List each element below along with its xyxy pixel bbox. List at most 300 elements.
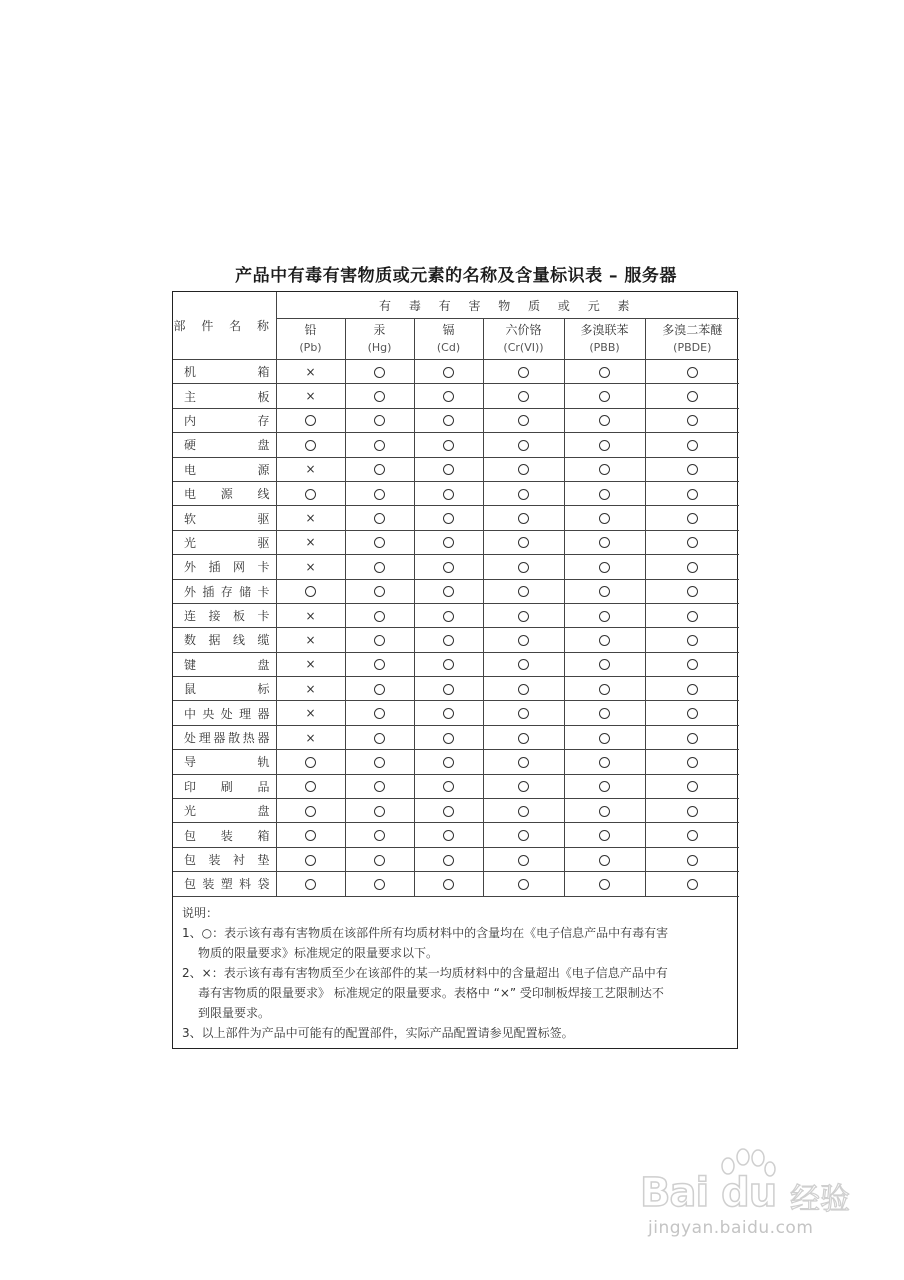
table-row	[173, 408, 739, 432]
value-cell	[345, 506, 414, 530]
circle-mark-icon	[687, 806, 698, 817]
note-item: 3、以上部件为产品中可能有的配置部件，实际产品配置请参见配置标签。	[182, 1025, 574, 1040]
watermark-url: jingyan.baidu.com	[648, 1218, 814, 1238]
value-cell	[564, 457, 645, 481]
value-cell	[483, 652, 564, 676]
part-name: 硬 盘	[184, 438, 270, 453]
value-cell	[483, 384, 564, 408]
value-cell	[483, 725, 564, 749]
circle-mark-icon	[599, 537, 610, 548]
part-name-cell	[173, 360, 276, 384]
value-cell	[345, 433, 414, 457]
circle-mark-icon	[687, 733, 698, 744]
table-row	[173, 847, 739, 871]
value-cell	[564, 384, 645, 408]
table-row	[173, 603, 739, 627]
cross-mark: ×	[305, 511, 316, 526]
value-cell	[276, 725, 345, 749]
value-cell	[564, 847, 645, 871]
circle-mark-icon	[599, 611, 610, 622]
part-name-cell	[173, 481, 276, 505]
value-cell	[483, 750, 564, 774]
part-name-cell	[173, 652, 276, 676]
cross-mark: ×	[305, 632, 316, 647]
circle-mark-icon	[599, 391, 610, 402]
circle-mark-icon	[687, 391, 698, 402]
circle-mark-icon	[599, 513, 610, 524]
value-cell	[645, 750, 739, 774]
substance-group-header: 有 毒 有 害 物 质 或 元 素	[276, 292, 739, 319]
part-name: 连 接 板 卡	[184, 609, 270, 624]
value-cell	[564, 677, 645, 701]
substance-name: 多溴联苯	[580, 323, 629, 337]
part-name-cell	[173, 750, 276, 774]
value-cell	[564, 555, 645, 579]
cross-mark: ×	[305, 730, 316, 745]
circle-mark-icon	[599, 367, 610, 378]
value-cell	[345, 774, 414, 798]
circle-mark-icon	[305, 781, 316, 792]
circle-mark-icon	[599, 464, 610, 475]
circle-mark-icon	[518, 611, 529, 622]
cross-mark: ×	[305, 535, 316, 550]
circle-mark-icon	[305, 586, 316, 597]
circle-mark-icon	[687, 757, 698, 768]
circle-mark-icon	[518, 806, 529, 817]
part-name-cell	[173, 408, 276, 432]
table-row	[173, 530, 739, 554]
circle-mark-icon	[518, 415, 529, 426]
value-cell	[414, 530, 483, 554]
value-cell	[345, 823, 414, 847]
value-cell	[564, 872, 645, 896]
circle-mark-icon	[518, 781, 529, 792]
table-row	[173, 579, 739, 603]
value-cell	[645, 628, 739, 652]
part-name: 包 装 衬 垫	[184, 853, 270, 867]
part-name-cell	[173, 384, 276, 408]
value-cell	[345, 701, 414, 725]
circle-mark-icon	[443, 708, 454, 719]
circle-mark-icon	[518, 879, 529, 890]
circle-mark-icon	[443, 806, 454, 817]
circle-mark-icon	[518, 367, 529, 378]
circle-mark-icon	[518, 830, 529, 841]
value-cell	[414, 603, 483, 627]
part-name-cell	[173, 725, 276, 749]
value-cell	[276, 652, 345, 676]
circle-mark-icon	[443, 440, 454, 451]
value-cell	[483, 555, 564, 579]
part-name: 电 源 线	[184, 487, 270, 502]
value-cell	[483, 360, 564, 384]
value-cell	[483, 603, 564, 627]
part-name-cell	[173, 872, 276, 896]
table-row	[173, 799, 739, 823]
cross-mark: ×	[305, 608, 316, 623]
circle-mark-icon	[599, 415, 610, 426]
part-name-cell	[173, 628, 276, 652]
substance-header	[564, 319, 645, 360]
notes-cell	[173, 896, 739, 1043]
circle-mark-icon	[687, 635, 698, 646]
circle-mark-icon	[305, 879, 316, 890]
value-cell	[483, 872, 564, 896]
hazardous-substance-table-frame	[172, 291, 738, 1049]
circle-mark-icon	[518, 684, 529, 695]
circle-mark-icon	[305, 806, 316, 817]
value-cell	[414, 872, 483, 896]
part-name-cell	[173, 506, 276, 530]
circle-mark-icon	[443, 635, 454, 646]
circle-mark-icon	[374, 635, 385, 646]
part-name: 数 据 线 缆	[184, 633, 270, 648]
substance-header	[645, 319, 739, 360]
circle-mark-icon	[687, 781, 698, 792]
circle-mark-icon	[687, 830, 698, 841]
value-cell	[564, 725, 645, 749]
circle-mark-icon	[518, 562, 529, 573]
circle-mark-icon	[518, 391, 529, 402]
value-cell	[345, 408, 414, 432]
part-name-cell	[173, 530, 276, 554]
circle-mark-icon	[443, 489, 454, 500]
value-cell	[564, 603, 645, 627]
circle-mark-icon	[443, 513, 454, 524]
value-cell	[483, 774, 564, 798]
circle-mark-icon	[599, 830, 610, 841]
table-row	[173, 725, 739, 749]
table-row	[173, 823, 739, 847]
circle-mark-icon	[599, 684, 610, 695]
value-cell	[276, 579, 345, 603]
value-cell	[645, 774, 739, 798]
circle-mark-icon	[443, 855, 454, 866]
circle-mark-icon	[374, 440, 385, 451]
part-name: 机 箱	[184, 365, 270, 380]
value-cell	[483, 823, 564, 847]
part-name: 光 盘	[184, 804, 270, 819]
part-name: 中 央 处 理 器	[184, 706, 270, 721]
value-cell	[345, 847, 414, 871]
circle-mark-icon	[687, 415, 698, 426]
part-name-cell	[173, 774, 276, 798]
value-cell	[645, 799, 739, 823]
value-cell	[345, 725, 414, 749]
circle-mark-icon	[599, 635, 610, 646]
note-continuation: 到限量要求。	[198, 1005, 271, 1020]
circle-mark-icon	[687, 513, 698, 524]
value-cell	[414, 701, 483, 725]
part-name-header: 部 件 名 称	[173, 292, 276, 360]
value-cell	[414, 481, 483, 505]
value-cell	[483, 408, 564, 432]
value-cell	[645, 530, 739, 554]
value-cell	[564, 823, 645, 847]
watermark-brand-cn: 经验	[790, 1182, 850, 1217]
value-cell	[414, 408, 483, 432]
value-cell	[276, 457, 345, 481]
value-cell	[483, 847, 564, 871]
circle-mark-icon	[518, 733, 529, 744]
circle-mark-icon	[518, 537, 529, 548]
circle-mark-icon	[443, 391, 454, 402]
circle-mark-icon	[374, 806, 385, 817]
circle-mark-icon	[443, 659, 454, 670]
notes-items	[182, 923, 731, 1043]
circle-mark-icon	[599, 757, 610, 768]
value-cell	[564, 360, 645, 384]
value-cell	[414, 725, 483, 749]
circle-mark-icon	[443, 757, 454, 768]
value-cell	[345, 530, 414, 554]
notes	[173, 897, 739, 1043]
circle-mark-icon	[374, 830, 385, 841]
circle-mark-icon	[305, 830, 316, 841]
circle-mark-icon	[599, 733, 610, 744]
value-cell	[564, 628, 645, 652]
value-cell	[276, 408, 345, 432]
table-row	[173, 384, 739, 408]
value-cell	[345, 677, 414, 701]
part-name-cell	[173, 847, 276, 871]
value-cell	[483, 457, 564, 481]
table-row	[173, 872, 739, 896]
value-cell	[276, 750, 345, 774]
circle-mark-icon	[599, 489, 610, 500]
value-cell	[345, 628, 414, 652]
part-name: 包 装 箱	[184, 828, 270, 843]
table-row	[173, 628, 739, 652]
note-continuation: 物质的限量要求》标准规定的限量要求以下。	[198, 945, 439, 960]
part-name: 印 刷 品	[184, 779, 270, 794]
part-name: 鼠 标	[184, 682, 270, 697]
value-cell	[483, 628, 564, 652]
part-name-cell	[173, 457, 276, 481]
substance-name: 铅	[304, 323, 317, 337]
value-cell	[276, 360, 345, 384]
value-cell	[414, 457, 483, 481]
circle-mark-icon	[374, 684, 385, 695]
circle-mark-icon	[599, 879, 610, 890]
table-row	[173, 774, 739, 798]
substance-header	[276, 319, 345, 360]
value-cell	[345, 457, 414, 481]
value-cell	[345, 481, 414, 505]
circle-mark-icon	[518, 635, 529, 646]
value-cell	[414, 360, 483, 384]
table-row	[173, 457, 739, 481]
value-cell	[276, 847, 345, 871]
value-cell	[414, 555, 483, 579]
substance-symbol: (Cr(VI))	[503, 341, 544, 354]
circle-mark-icon	[374, 879, 385, 890]
table-row	[173, 652, 739, 676]
part-name: 内 存	[184, 413, 270, 428]
part-name: 外 插 存 储 卡	[184, 584, 270, 599]
value-cell	[483, 579, 564, 603]
value-cell	[645, 677, 739, 701]
value-cell	[345, 603, 414, 627]
note-item: 1、○：表示该有毒有害物质在该部件所有均质材料中的含量均在《电子信息产品中有毒有害	[182, 925, 669, 940]
circle-mark-icon	[687, 684, 698, 695]
value-cell	[414, 677, 483, 701]
circle-mark-icon	[374, 855, 385, 866]
value-cell	[645, 725, 739, 749]
circle-mark-icon	[374, 415, 385, 426]
circle-mark-icon	[518, 757, 529, 768]
circle-mark-icon	[443, 464, 454, 475]
value-cell	[414, 433, 483, 457]
value-cell	[483, 481, 564, 505]
cross-mark: ×	[305, 389, 316, 404]
watermark-brand: Bai du	[640, 1170, 777, 1216]
part-name: 键 盘	[184, 657, 270, 672]
cross-mark: ×	[305, 657, 316, 672]
table-row	[173, 750, 739, 774]
part-name-cell	[173, 823, 276, 847]
value-cell	[645, 433, 739, 457]
value-cell	[645, 408, 739, 432]
part-name: 主 板	[184, 389, 270, 404]
value-cell	[276, 603, 345, 627]
substance-symbol: (Pb)	[299, 341, 322, 354]
circle-mark-icon	[599, 855, 610, 866]
hazardous-substance-table	[173, 292, 739, 1043]
circle-mark-icon	[687, 611, 698, 622]
baidu-jingyan-watermark	[640, 1148, 870, 1248]
value-cell	[276, 433, 345, 457]
cross-mark: ×	[305, 559, 316, 574]
value-cell	[483, 530, 564, 554]
cross-mark: ×	[305, 706, 316, 721]
value-cell	[483, 701, 564, 725]
table-row	[173, 481, 739, 505]
value-cell	[276, 530, 345, 554]
value-cell	[345, 555, 414, 579]
value-cell	[276, 506, 345, 530]
circle-mark-icon	[599, 659, 610, 670]
circle-mark-icon	[374, 659, 385, 670]
circle-mark-icon	[374, 611, 385, 622]
value-cell	[645, 360, 739, 384]
table-body	[173, 360, 739, 897]
value-cell	[564, 774, 645, 798]
value-cell	[345, 579, 414, 603]
value-cell	[414, 652, 483, 676]
value-cell	[345, 652, 414, 676]
value-cell	[645, 701, 739, 725]
circle-mark-icon	[518, 513, 529, 524]
circle-mark-icon	[374, 464, 385, 475]
value-cell	[564, 799, 645, 823]
value-cell	[564, 701, 645, 725]
substance-header	[345, 319, 414, 360]
table-row	[173, 360, 739, 384]
substance-header	[414, 319, 483, 360]
circle-mark-icon	[687, 367, 698, 378]
substance-name: 多溴二苯醚	[662, 323, 723, 337]
circle-mark-icon	[687, 537, 698, 548]
circle-mark-icon	[687, 440, 698, 451]
value-cell	[564, 530, 645, 554]
document-title: 产品中有毒有害物质或元素的名称及含量标识表 – 服务器	[235, 266, 677, 286]
part-name: 光 驱	[184, 535, 270, 550]
circle-mark-icon	[374, 489, 385, 500]
circle-mark-icon	[599, 708, 610, 719]
circle-mark-icon	[443, 611, 454, 622]
value-cell	[483, 677, 564, 701]
circle-mark-icon	[599, 562, 610, 573]
part-name-cell	[173, 433, 276, 457]
part-name-cell	[173, 701, 276, 725]
circle-mark-icon	[687, 708, 698, 719]
circle-mark-icon	[518, 855, 529, 866]
value-cell	[414, 847, 483, 871]
value-cell	[564, 579, 645, 603]
part-name: 处 理 器 散 热 器	[184, 731, 270, 746]
value-cell	[645, 872, 739, 896]
circle-mark-icon	[305, 757, 316, 768]
circle-mark-icon	[443, 586, 454, 597]
value-cell	[414, 750, 483, 774]
circle-mark-icon	[687, 489, 698, 500]
circle-mark-icon	[443, 781, 454, 792]
substance-name: 镉	[442, 323, 455, 337]
substance-symbol: (PBB)	[589, 341, 620, 354]
circle-mark-icon	[687, 659, 698, 670]
circle-mark-icon	[687, 464, 698, 475]
circle-mark-icon	[687, 586, 698, 597]
value-cell	[564, 433, 645, 457]
cross-mark: ×	[305, 462, 316, 477]
part-name-cell	[173, 677, 276, 701]
value-cell	[414, 506, 483, 530]
part-name-cell	[173, 555, 276, 579]
circle-mark-icon	[518, 489, 529, 500]
value-cell	[483, 506, 564, 530]
value-cell	[345, 360, 414, 384]
value-cell	[276, 799, 345, 823]
circle-mark-icon	[518, 708, 529, 719]
substance-header	[483, 319, 564, 360]
note-continuation: 毒有害物质的限量要求》 标准规定的限量要求。表格中 “×” 受印制板焊接工艺限制达不	[198, 985, 664, 1000]
circle-mark-icon	[374, 513, 385, 524]
substance-symbol: (Hg)	[367, 341, 392, 354]
table-row	[173, 433, 739, 457]
circle-mark-icon	[374, 757, 385, 768]
part-name: 外 插 网 卡	[184, 560, 270, 575]
value-cell	[345, 872, 414, 896]
value-cell	[276, 628, 345, 652]
circle-mark-icon	[443, 684, 454, 695]
part-name-cell	[173, 603, 276, 627]
circle-mark-icon	[599, 440, 610, 451]
value-cell	[276, 774, 345, 798]
circle-mark-icon	[443, 367, 454, 378]
value-cell	[414, 579, 483, 603]
circle-mark-icon	[687, 855, 698, 866]
value-cell	[276, 872, 345, 896]
circle-mark-icon	[443, 415, 454, 426]
circle-mark-icon	[599, 586, 610, 597]
circle-mark-icon	[305, 855, 316, 866]
table-row	[173, 555, 739, 579]
substance-name: 六价铬	[505, 323, 542, 337]
circle-mark-icon	[518, 464, 529, 475]
circle-mark-icon	[305, 489, 316, 500]
value-cell	[276, 677, 345, 701]
